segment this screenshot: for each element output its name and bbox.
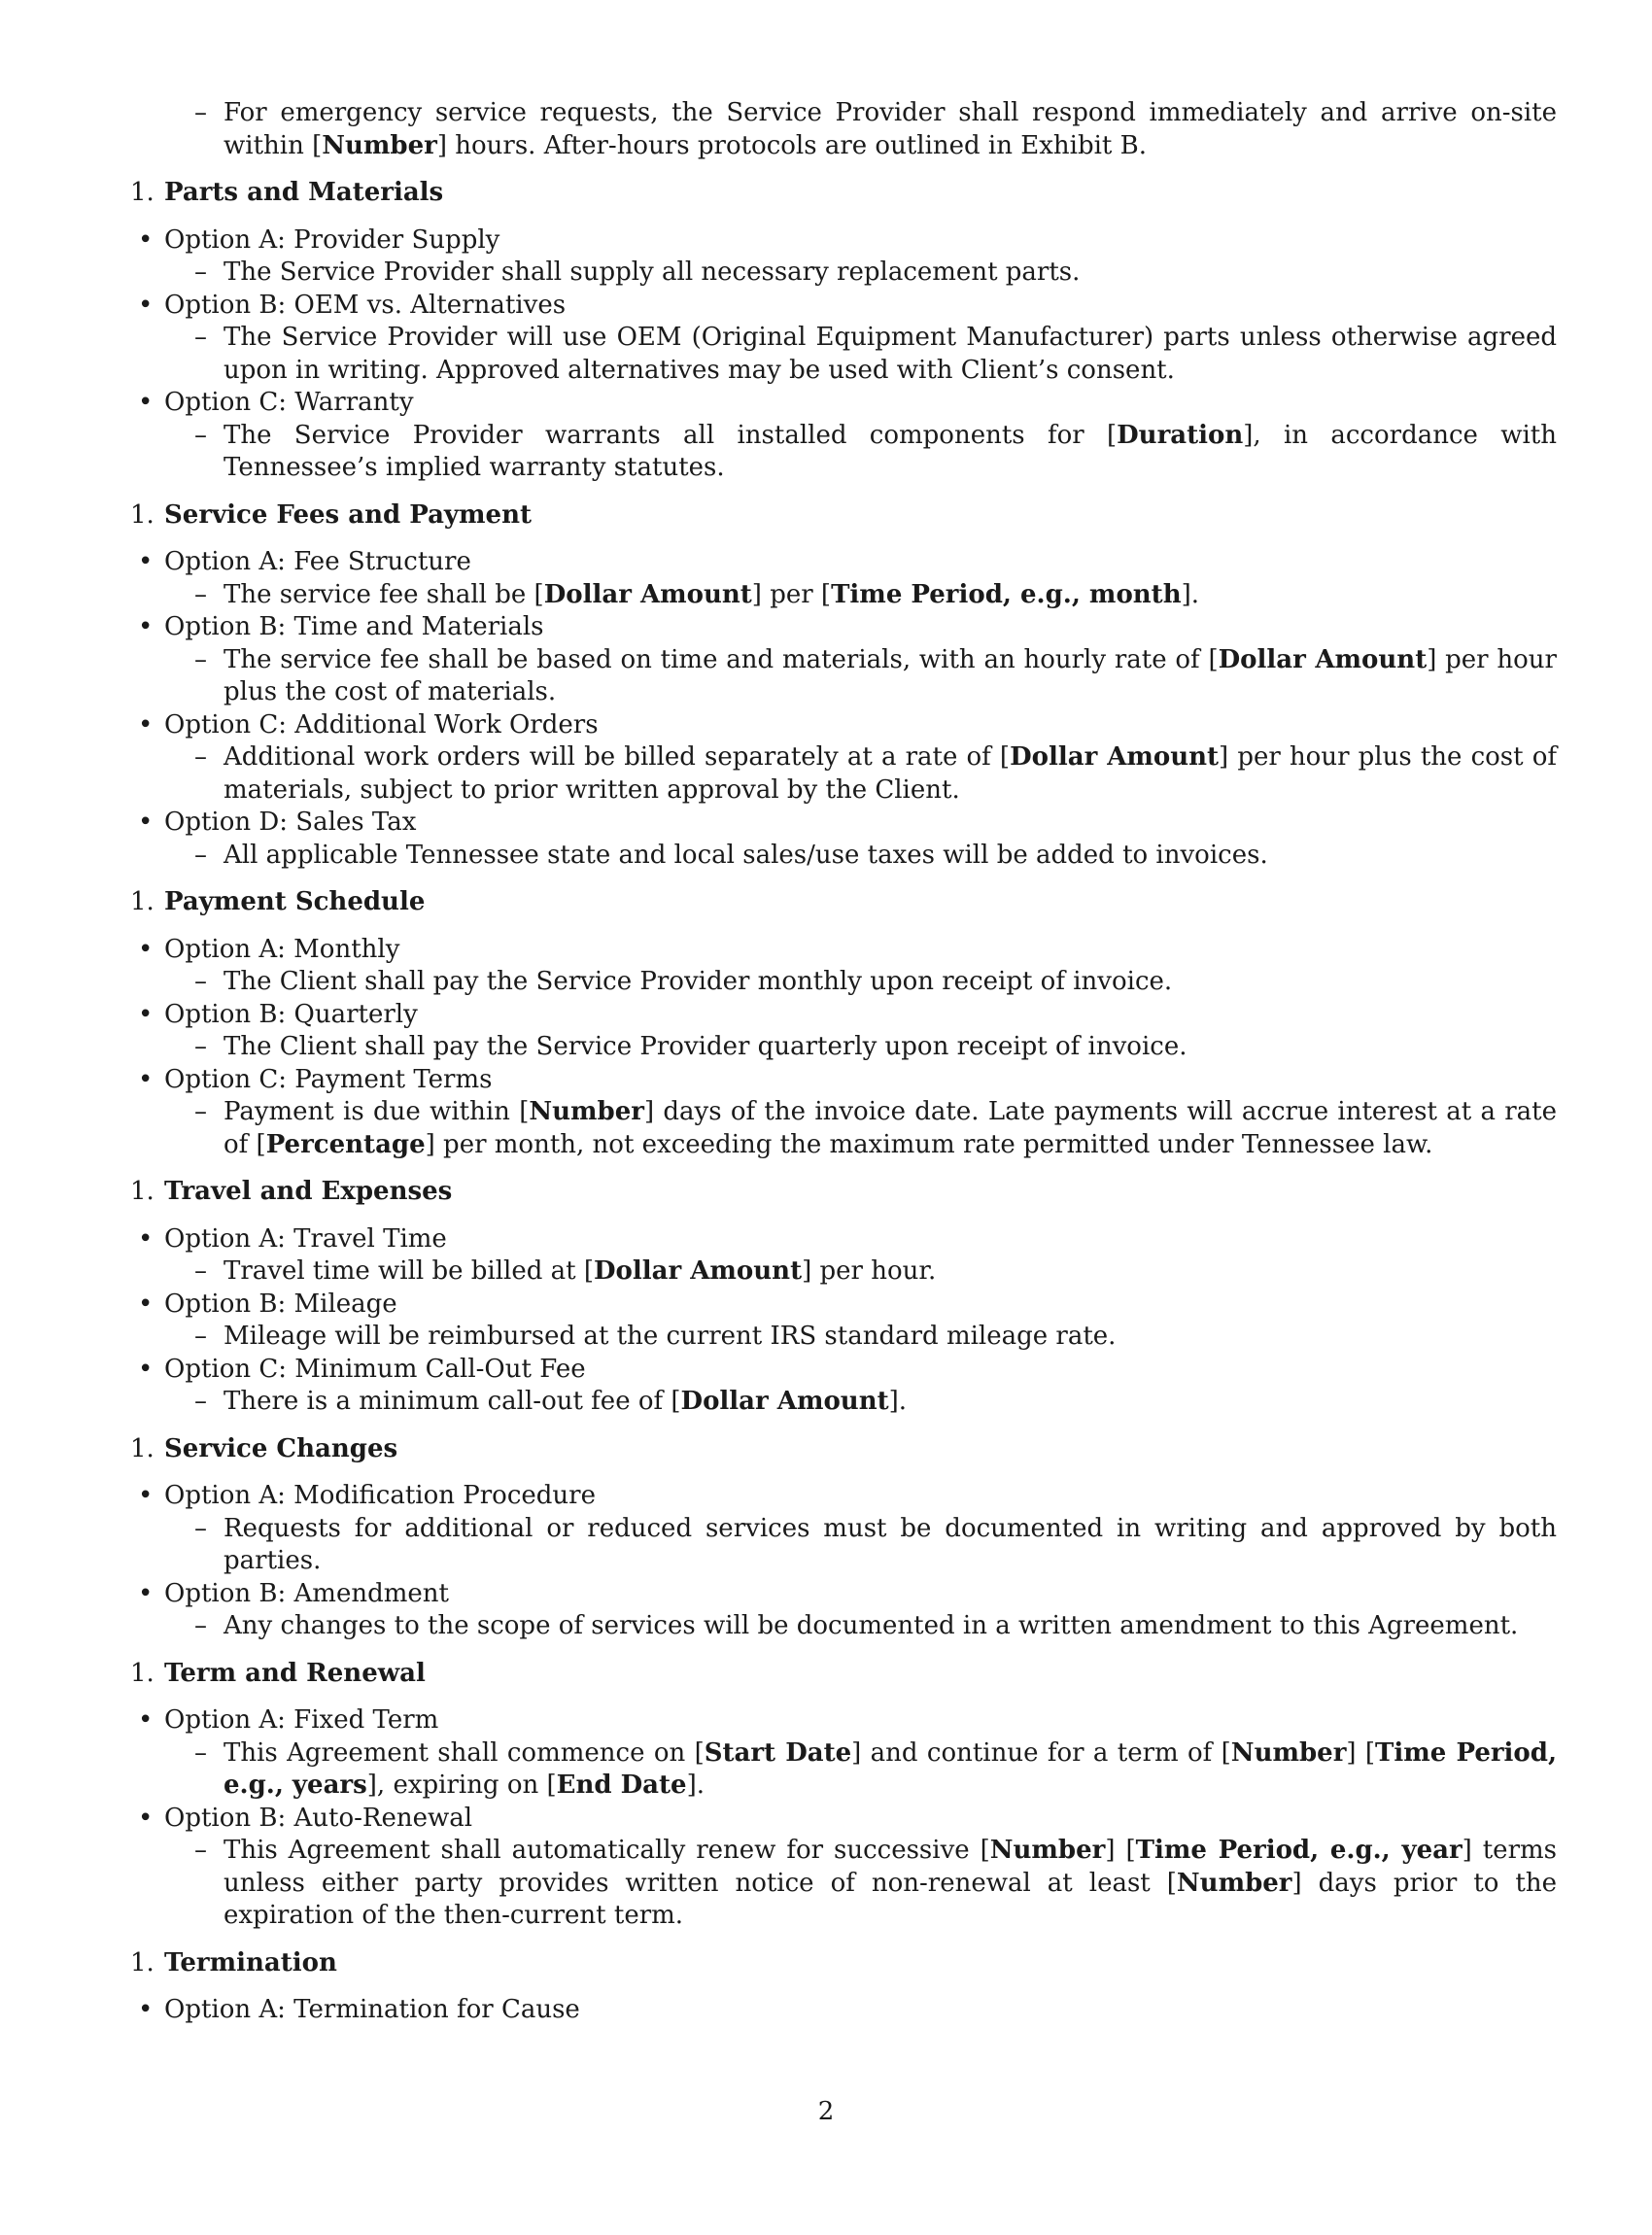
placeholder-field: Time Period, e.g., month — [831, 579, 1182, 609]
option-label: Option A: Provider Supply — [164, 224, 500, 255]
option-detail — [194, 1737, 1558, 1803]
placeholder-field: End Date — [556, 1771, 687, 1800]
option-item — [138, 1064, 1652, 1097]
placeholder-field: Number — [529, 1097, 644, 1126]
option-item — [138, 224, 1652, 258]
bullet-marker: • — [138, 808, 154, 837]
option-item — [138, 290, 1652, 323]
option-detail-text: The Service Provider will use OEM (Original Equipment Manufacturer) parts unless otherwise agreed upon in writing. Approved alternatives may be used with Client’s consent. — [224, 323, 1557, 385]
placeholder-field: Percentage — [265, 1129, 426, 1159]
placeholder-field: Time Period, e.g., year — [1135, 1836, 1463, 1865]
option-label: Option A: Modification Procedure — [164, 1481, 596, 1510]
section-number: 1. — [130, 499, 155, 530]
option-detail — [194, 1513, 1557, 1578]
dash-marker: – — [194, 644, 207, 674]
option-label: Option B: Amendment — [164, 1578, 449, 1608]
section-heading — [130, 886, 1652, 919]
section-heading — [130, 1947, 1652, 1980]
section-number: 1. — [130, 887, 155, 916]
option-label: Option A: Fee Structure — [164, 547, 471, 576]
option-detail — [194, 1835, 1558, 1933]
option-detail — [194, 257, 1557, 290]
option-label: Option C: Warranty — [164, 388, 414, 417]
option-detail — [194, 644, 1557, 709]
option-detail — [194, 741, 1558, 807]
option-detail-text: The Client shall pay the Service Provider monthly upon receipt of invoice. — [224, 967, 1173, 996]
placeholder-field: Dollar Amount — [1010, 742, 1220, 772]
option-detail-text: The service fee shall be based on time and materials, with an hourly rate of [Dollar Amount] per hour plus the cost of materials. — [224, 644, 1557, 706]
placeholder-field: Dollar Amount — [543, 579, 752, 609]
option-item — [138, 1223, 1652, 1256]
dash-marker: – — [194, 1322, 207, 1351]
option-label: Option B: OEM vs. Alternatives — [164, 290, 567, 320]
section-title: Service Changes — [164, 1433, 398, 1463]
dash-marker: – — [194, 1836, 207, 1865]
bullet-marker: • — [138, 1803, 154, 1833]
dash-marker: – — [194, 258, 207, 287]
placeholder-field: Duration — [1117, 420, 1244, 450]
option-detail-text: Requests for additional or reduced services must be documented in writing and approved by both parties. — [224, 1513, 1557, 1575]
option-detail — [194, 579, 1557, 612]
option-detail-text: Any changes to the scope of services will be documented in a written amendment to this Agreement. — [224, 1611, 1519, 1640]
bullet-marker: • — [138, 547, 154, 576]
option-detail — [194, 1610, 1557, 1643]
dash-marker: – — [194, 1737, 207, 1768]
section-number: 1. — [130, 1658, 155, 1688]
option-detail-text: Payment is due within [Number] days of the invoice date. Late payments will accrue interest at a rate of [Percentage] per month, not exceeding the maximum rate permitted under Tennessee law. — [224, 1097, 1557, 1159]
continuation-text: For emergency service requests, the Service Provider shall respond immediately and arrive on-site within [Number] hours. After-hours protocols are outlined in Exhibit B. — [224, 98, 1557, 160]
option-item — [138, 387, 1652, 420]
option-item — [138, 1289, 1652, 1322]
bullet-marker: • — [138, 224, 154, 255]
placeholder-field: Dollar Amount — [680, 1387, 889, 1416]
section-heading — [130, 1658, 1652, 1691]
option-detail-text: The service fee shall be [Dollar Amount] per [Time Period, e.g., month]. — [224, 579, 1200, 609]
option-detail — [194, 840, 1557, 873]
dash-marker: – — [194, 98, 207, 127]
placeholder-field: Number — [1230, 1737, 1347, 1768]
option-label: Option B: Quarterly — [164, 999, 418, 1029]
option-detail — [194, 1386, 1557, 1419]
dash-marker: – — [194, 323, 207, 352]
option-label: Option B: Time and Materials — [164, 612, 544, 641]
section-title: Payment Schedule — [164, 887, 426, 916]
bullet-marker: • — [138, 1578, 154, 1608]
option-item — [138, 999, 1652, 1032]
dash-marker: – — [194, 1256, 207, 1286]
option-detail-text: The Client shall pay the Service Provider quarterly upon receipt of invoice. — [224, 1032, 1187, 1061]
bullet-marker: • — [138, 1995, 154, 2024]
bullet-marker: • — [138, 934, 154, 964]
bullet-marker: • — [138, 1705, 154, 1735]
option-detail-text: The Service Provider shall supply all necessary replacement parts. — [224, 258, 1081, 287]
option-detail-text: All applicable Tennessee state and local sales/use taxes will be added to invoices. — [224, 840, 1268, 870]
placeholder-field: Number — [322, 130, 437, 160]
bullet-marker: • — [138, 1064, 154, 1094]
bullet-marker: • — [138, 1223, 154, 1254]
option-detail-text: This Agreement shall automatically renew for successive [Number] [Time Period, e.g., year] terms unless either party provides written notice of non-renewal at least [Number] days prior to the expiration of the then-current term. — [224, 1836, 1558, 1930]
option-detail-text: Mileage will be reimbursed at the current IRS standard mileage rate. — [224, 1322, 1117, 1351]
option-detail-text: Additional work orders will be billed separately at a rate of [Dollar Amount] per hour plus the cost of materials, subject to prior written approval by the Client. — [224, 742, 1558, 805]
dash-marker: – — [194, 1387, 207, 1416]
option-item — [138, 1354, 1652, 1387]
bullet-marker: • — [138, 388, 154, 417]
option-detail — [194, 420, 1557, 485]
option-detail-text: There is a minimum call-out fee of [Dollar Amount]. — [224, 1387, 908, 1416]
section-title: Termination — [164, 1947, 337, 1977]
option-label: Option B: Mileage — [164, 1289, 397, 1319]
option-label: Option D: Sales Tax — [164, 808, 417, 837]
section-number: 1. — [130, 1177, 155, 1206]
option-detail — [194, 1096, 1557, 1161]
option-detail — [194, 1255, 1557, 1289]
option-item — [138, 1480, 1652, 1513]
dash-marker: – — [194, 579, 207, 609]
option-item — [138, 1704, 1652, 1737]
option-label: Option A: Termination for Cause — [164, 1995, 580, 2024]
placeholder-field: Start Date — [704, 1737, 852, 1768]
section-number: 1. — [130, 1947, 155, 1977]
section-heading — [130, 1176, 1652, 1209]
bullet-marker: • — [138, 612, 154, 641]
option-label: Option A: Fixed Term — [164, 1705, 439, 1735]
page-number: 2 — [817, 2097, 835, 2126]
dash-marker: – — [194, 967, 207, 996]
placeholder-field: Dollar Amount — [594, 1256, 803, 1286]
option-item — [138, 1578, 1652, 1611]
dash-marker: – — [194, 742, 207, 772]
placeholder-field: Number — [989, 1836, 1106, 1865]
option-label: Option B: Auto-Renewal — [164, 1803, 473, 1833]
option-item — [138, 546, 1652, 579]
option-item — [138, 709, 1652, 742]
dash-marker: – — [194, 420, 207, 450]
option-detail-text: Travel time will be billed at [Dollar Amount] per hour. — [224, 1256, 937, 1286]
section-title: Travel and Expenses — [164, 1177, 453, 1206]
option-label: Option C: Additional Work Orders — [164, 709, 599, 739]
placeholder-field: Dollar Amount — [1218, 644, 1428, 674]
section-number: 1. — [130, 178, 155, 207]
bullet-marker: • — [138, 999, 154, 1029]
dash-marker: – — [194, 1032, 207, 1061]
sections-container — [0, 177, 1652, 2027]
dash-marker: – — [194, 1097, 207, 1126]
dash-marker: – — [194, 1513, 207, 1543]
placeholder-field: Time Period, e.g., years — [224, 1737, 1558, 1800]
continuation-paragraph — [194, 97, 1557, 162]
bullet-marker: • — [138, 1354, 154, 1384]
placeholder-field: Number — [1176, 1868, 1292, 1898]
section-title: Parts and Materials — [164, 178, 444, 207]
section-heading — [130, 499, 1652, 533]
option-label: Option A: Monthly — [164, 934, 400, 964]
option-detail — [194, 1031, 1557, 1064]
option-detail — [194, 322, 1557, 387]
option-label: Option A: Travel Time — [164, 1223, 447, 1254]
section-title: Service Fees and Payment — [164, 499, 532, 530]
dash-marker: – — [194, 840, 207, 870]
option-item — [138, 934, 1652, 967]
option-label: Option C: Minimum Call-Out Fee — [164, 1354, 586, 1384]
option-item — [138, 1994, 1652, 2027]
option-item — [138, 611, 1652, 644]
option-label: Option C: Payment Terms — [164, 1064, 493, 1094]
bullet-marker: • — [138, 1289, 154, 1319]
bullet-marker: • — [138, 290, 154, 320]
bullet-marker: • — [138, 709, 154, 739]
dash-marker: – — [194, 1611, 207, 1640]
option-item — [138, 1803, 1652, 1836]
option-detail-text: The Service Provider warrants all installed components for [Duration], in accordance with Tennessee’s implied warranty statutes. — [224, 420, 1557, 482]
section-heading — [130, 1433, 1652, 1466]
section-title: Term and Renewal — [164, 1658, 426, 1688]
bullet-marker: • — [138, 1481, 154, 1510]
option-item — [138, 807, 1652, 840]
option-detail-text: This Agreement shall commence on [Start Date] and continue for a term of [Number] [Time Period, e.g., years], expiring on [End Date]. — [224, 1737, 1558, 1800]
section-number: 1. — [130, 1433, 155, 1463]
option-detail — [194, 966, 1557, 999]
section-heading — [130, 177, 1652, 210]
option-detail — [194, 1321, 1557, 1354]
